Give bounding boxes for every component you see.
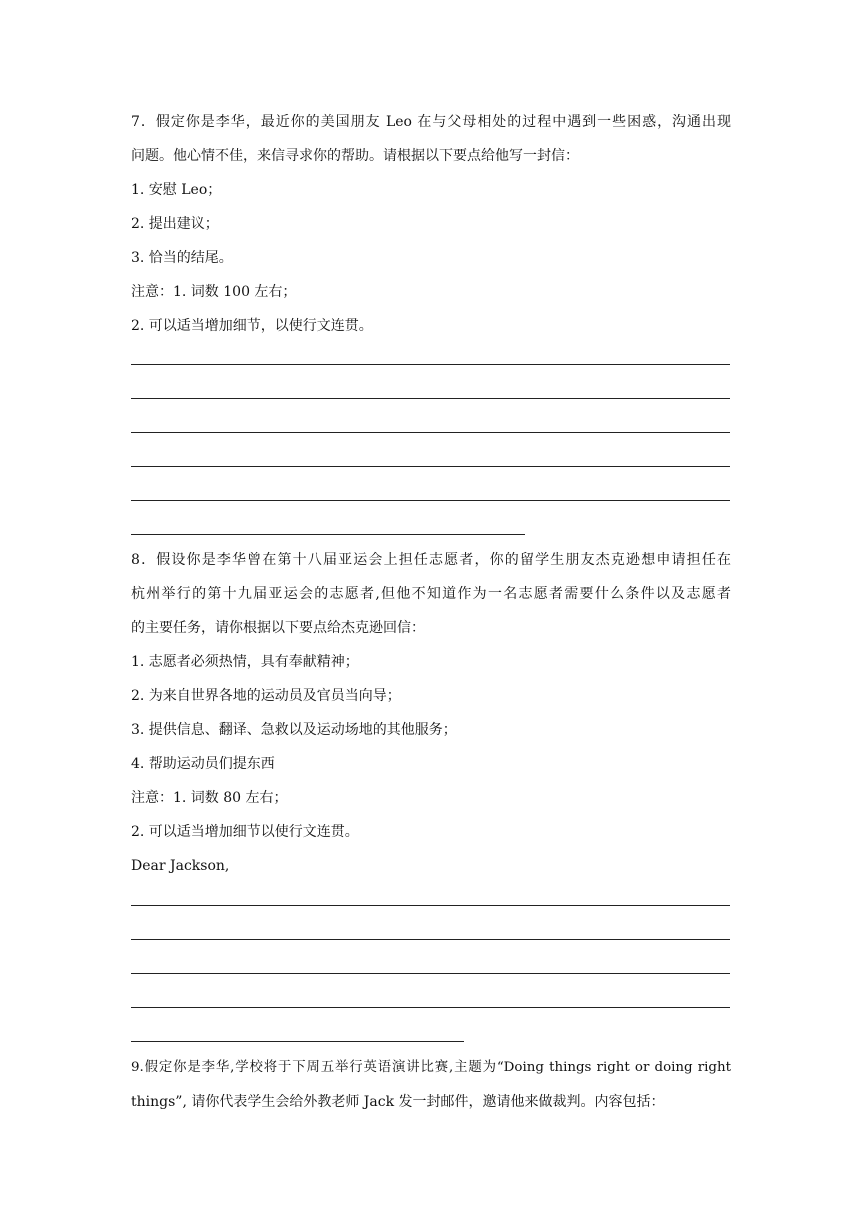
question-8-note-1: 注意：1. 词数 80 左右； [131,790,288,806]
answer-line [131,432,730,433]
question-8-point-3: 3. 提供信息、翻译、急救以及运动场地的其他服务； [131,722,457,738]
answer-line [131,939,730,940]
answer-line [131,466,730,467]
question-8-prompt-line-2: 杭州举行的第十九届亚运会的志愿者,但他不知道作为一名志愿者需要什么条件以及志愿者 [131,586,731,602]
question-8-prompt-line-3: 的主要任务，请你根据以下要点给杰克逊回信： [131,620,425,636]
answer-line [131,973,730,974]
answer-line-short [131,534,525,535]
question-7-note-1: 注意：1. 词数 100 左右； [131,284,297,300]
question-9-prompt-line-2: things”, 请你代表学生会给外教老师 Jack 发一封邮件，邀请他来做裁判。内容包括： [131,1094,665,1110]
question-7-point-3: 3. 恰当的结尾。 [131,250,233,266]
question-7-point-2: 2. 提出建议； [131,216,219,232]
question-7-prompt-line-1: 7．假定你是李华，最近你的美国朋友 Leo 在与父母相处的过程中遇到一些困惑，沟通出现 [131,114,731,130]
answer-line [131,398,730,399]
question-8-note-2: 2. 可以适当增加细节以使行文连贯。 [131,824,359,840]
question-9-prompt-line-1: 9.假定你是李华,学校将于下周五举行英语演讲比赛,主题为“Doing things right or doing right [131,1060,731,1075]
answer-line [131,364,730,365]
question-7-point-1: 1. 安慰 Leo； [131,182,222,198]
letter-salutation: Dear Jackson, [131,858,230,874]
answer-line [131,500,730,501]
answer-line [131,905,730,906]
question-8-point-1: 1. 志愿者必须热情，具有奉献精神； [131,654,359,670]
question-7-prompt-line-2: 问题。他心情不佳，来信寻求你的帮助。请根据以下要点给他写一封信： [131,148,579,164]
question-8-prompt-line-1: 8．假设你是李华曾在第十八届亚运会上担任志愿者，你的留学生朋友杰克逊想申请担任在 [131,552,731,568]
answer-line [131,1007,730,1008]
answer-line-short [131,1041,464,1042]
question-8-point-2: 2. 为来自世界各地的运动员及官员当向导； [131,688,401,704]
question-7-note-2: 2. 可以适当增加细节，以使行文连贯。 [131,318,373,334]
question-8-point-4: 4. 帮助运动员们提东西 [131,756,275,772]
